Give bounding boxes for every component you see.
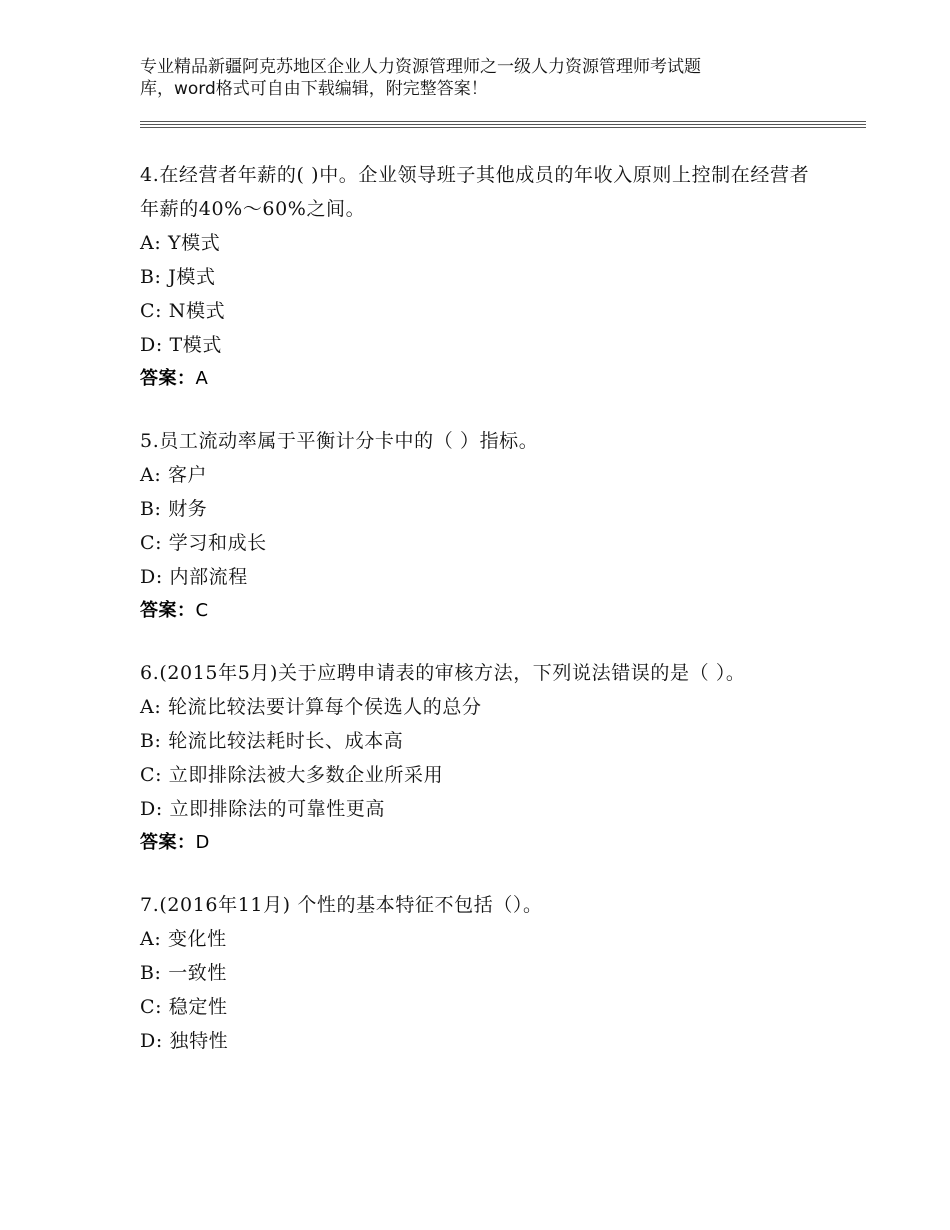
- question-text: 4.在经营者年薪的( )中。企业领导班子其他成员的年收入原则上控制在经营者年薪的40%～60%之间。: [140, 164, 810, 220]
- header-line-2: 库，word格式可自由下载编辑，附完整答案！: [140, 79, 488, 99]
- header-line-1: 专业精品新疆阿克苏地区企业人力资源管理师之一级人力资源管理师考试题: [140, 57, 701, 77]
- header-divider: [140, 121, 866, 130]
- option-b: B: J模式: [140, 266, 216, 288]
- option-d: D: 立即排除法的可靠性更高: [140, 798, 386, 820]
- option-a: A: 变化性: [140, 928, 227, 950]
- answer-value: C: [195, 600, 209, 621]
- option-a: A: 客户: [140, 464, 208, 486]
- answer-value: D: [195, 832, 210, 853]
- document-header: [140, 56, 820, 100]
- answer-label: 答案：: [140, 832, 196, 853]
- option-d: D: 独特性: [140, 1030, 229, 1052]
- option-c: C: 立即排除法被大多数企业所采用: [140, 764, 444, 786]
- answer-line: [140, 594, 820, 628]
- option-a: A: 轮流比较法要计算每个侯选人的总分: [140, 696, 482, 718]
- question-4: [140, 158, 820, 396]
- answer-label: 答案：: [140, 368, 196, 389]
- option-c: C: 学习和成长: [140, 532, 267, 554]
- question-text: 5.员工流动率属于平衡计分卡中的（ ）指标。: [140, 430, 539, 452]
- question-text: 7.(2016年11月) 个性的基本特征不包括（）。: [140, 894, 543, 916]
- option-c: C: 稳定性: [140, 996, 228, 1018]
- answer-value: A: [195, 368, 209, 389]
- question-7: [140, 888, 820, 1058]
- question-5: [140, 424, 820, 628]
- option-d: D: 内部流程: [140, 566, 248, 588]
- option-b: B: 一致性: [140, 962, 228, 984]
- option-d: D: T模式: [140, 334, 222, 356]
- option-b: B: 轮流比较法耗时长、成本高: [140, 730, 404, 752]
- option-b: B: 财务: [140, 498, 208, 520]
- option-c: C: N模式: [140, 300, 226, 322]
- question-text: 6.(2015年5月)关于应聘申请表的审核方法，下列说法错误的是（ ）。: [140, 662, 746, 684]
- question-6: [140, 656, 820, 860]
- answer-line: [140, 362, 820, 396]
- option-a: A: Y模式: [140, 232, 221, 254]
- answer-label: 答案：: [140, 600, 196, 621]
- answer-line: [140, 826, 820, 860]
- question-list: [140, 158, 820, 1086]
